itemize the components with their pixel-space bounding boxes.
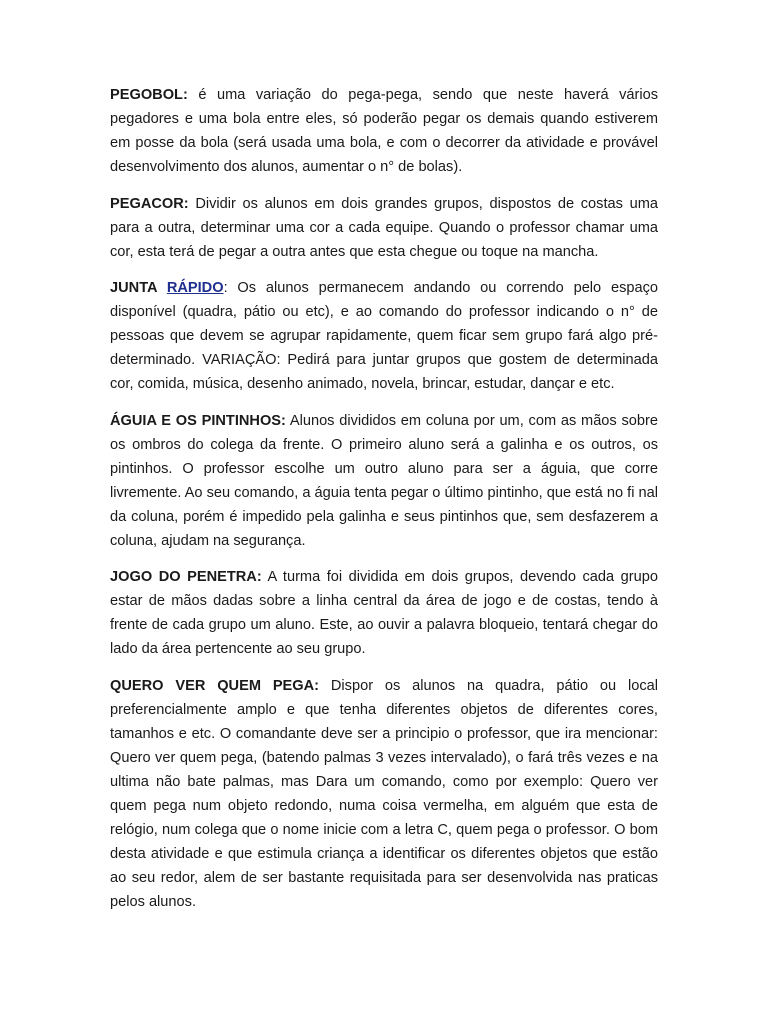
game-description: Alunos divididos em coluna por um, com as mãos sobre os ombros do colega da frente. O primeiro aluno será a galinha e os outros, os pintinhos. O professor escolhe um outro aluno para ser a águia, que corre livremente. Ao seu comando, a águia tenta pegar o último pintinho, que está no fi nal da coluna, porém é impedido pela galinha e seus pintinhos que, sem desfazerem a coluna, ajudam na segurança. — [110, 412, 658, 549]
game-title: QUERO VER QUEM PEGA: — [110, 677, 320, 694]
game-title: JUNTA — [110, 280, 167, 296]
game-title: PEGACOR: — [110, 195, 189, 212]
paragraph-jogo-penetra — [110, 565, 658, 661]
game-title: PEGOBOL: — [110, 87, 188, 103]
game-description: é uma variação do pega-pega, sendo que neste haverá vários pegadores e uma bola entre eles, só poderão pegar os demais quando estiverem em posse da bola (será usada uma bola, e com o decorrer da atividade e provável desenvolvimento dos alunos, aumentar o n° de bolas). — [110, 87, 658, 175]
paragraph-pegobol — [110, 83, 658, 179]
document-page — [110, 83, 658, 926]
game-description: A turma foi dividida em dois grupos, devendo cada grupo estar de mãos dadas sobre a linha central da área de jogo e de costas, tendo à frente de cada grupo um aluno. Este, ao ouvir a palavra bloqueio, tentará chegar do lado da área pertencente ao seu grupo. — [110, 569, 658, 657]
game-description: Dividir os alunos em dois grandes grupos, dispostos de costas uma para a outra, determinar uma cor a cada equipe. Quando o professor chamar uma cor, esta terá de pegar a outra antes que esta chegue ou toque na mancha. — [110, 195, 658, 260]
rapido-link[interactable]: RÁPIDO — [166, 280, 224, 296]
game-title: JOGO DO PENETRA: — [110, 569, 262, 585]
paragraph-junta-rapido — [110, 276, 658, 396]
paragraph-aguia-pintinhos — [110, 409, 658, 553]
game-description: Dispor os alunos na quadra, pátio ou local preferencialmente amplo e que tenha diferentes objetos de diferentes cores, tamanhos e etc. O comandante deve ser a principio o professor, que ira mencionar: Quero ver quem pega, (batendo palmas 3 vezes intervalado), o fará três vezes e na ultima não bate palmas, mas Dara um comando, como por exemplo: Quero ver quem pega num objeto redondo, numa coisa vermelha, em alguém que esta de relógio, num colega que o nome inicie com a letra C, quem pega o professor. O bom desta atividade e que estimula criança a identificar os diferentes objetos que estão ao seu redor, alem de ser bastante requisitada para ser desenvolvida nas praticas pelos alunos. — [110, 677, 658, 910]
paragraph-quero-ver-quem-pega — [110, 674, 658, 914]
game-description: : Os alunos permanecem andando ou correndo pelo espaço disponível (quadra, pátio ou etc), e ao comando do professor indicando o n° de pessoas que devem se agrupar rapidamente, quem ficar sem grupo fará algo pré-determinado. VARIAÇÃO: Pedirá para juntar grupos que gostem de determinada cor, comida, música, desenho animado, novela, brincar, estudar, dançar e etc. — [110, 280, 659, 392]
game-title: ÁGUIA E OS PINTINHOS: — [110, 412, 286, 429]
paragraph-pegacor — [110, 192, 658, 264]
